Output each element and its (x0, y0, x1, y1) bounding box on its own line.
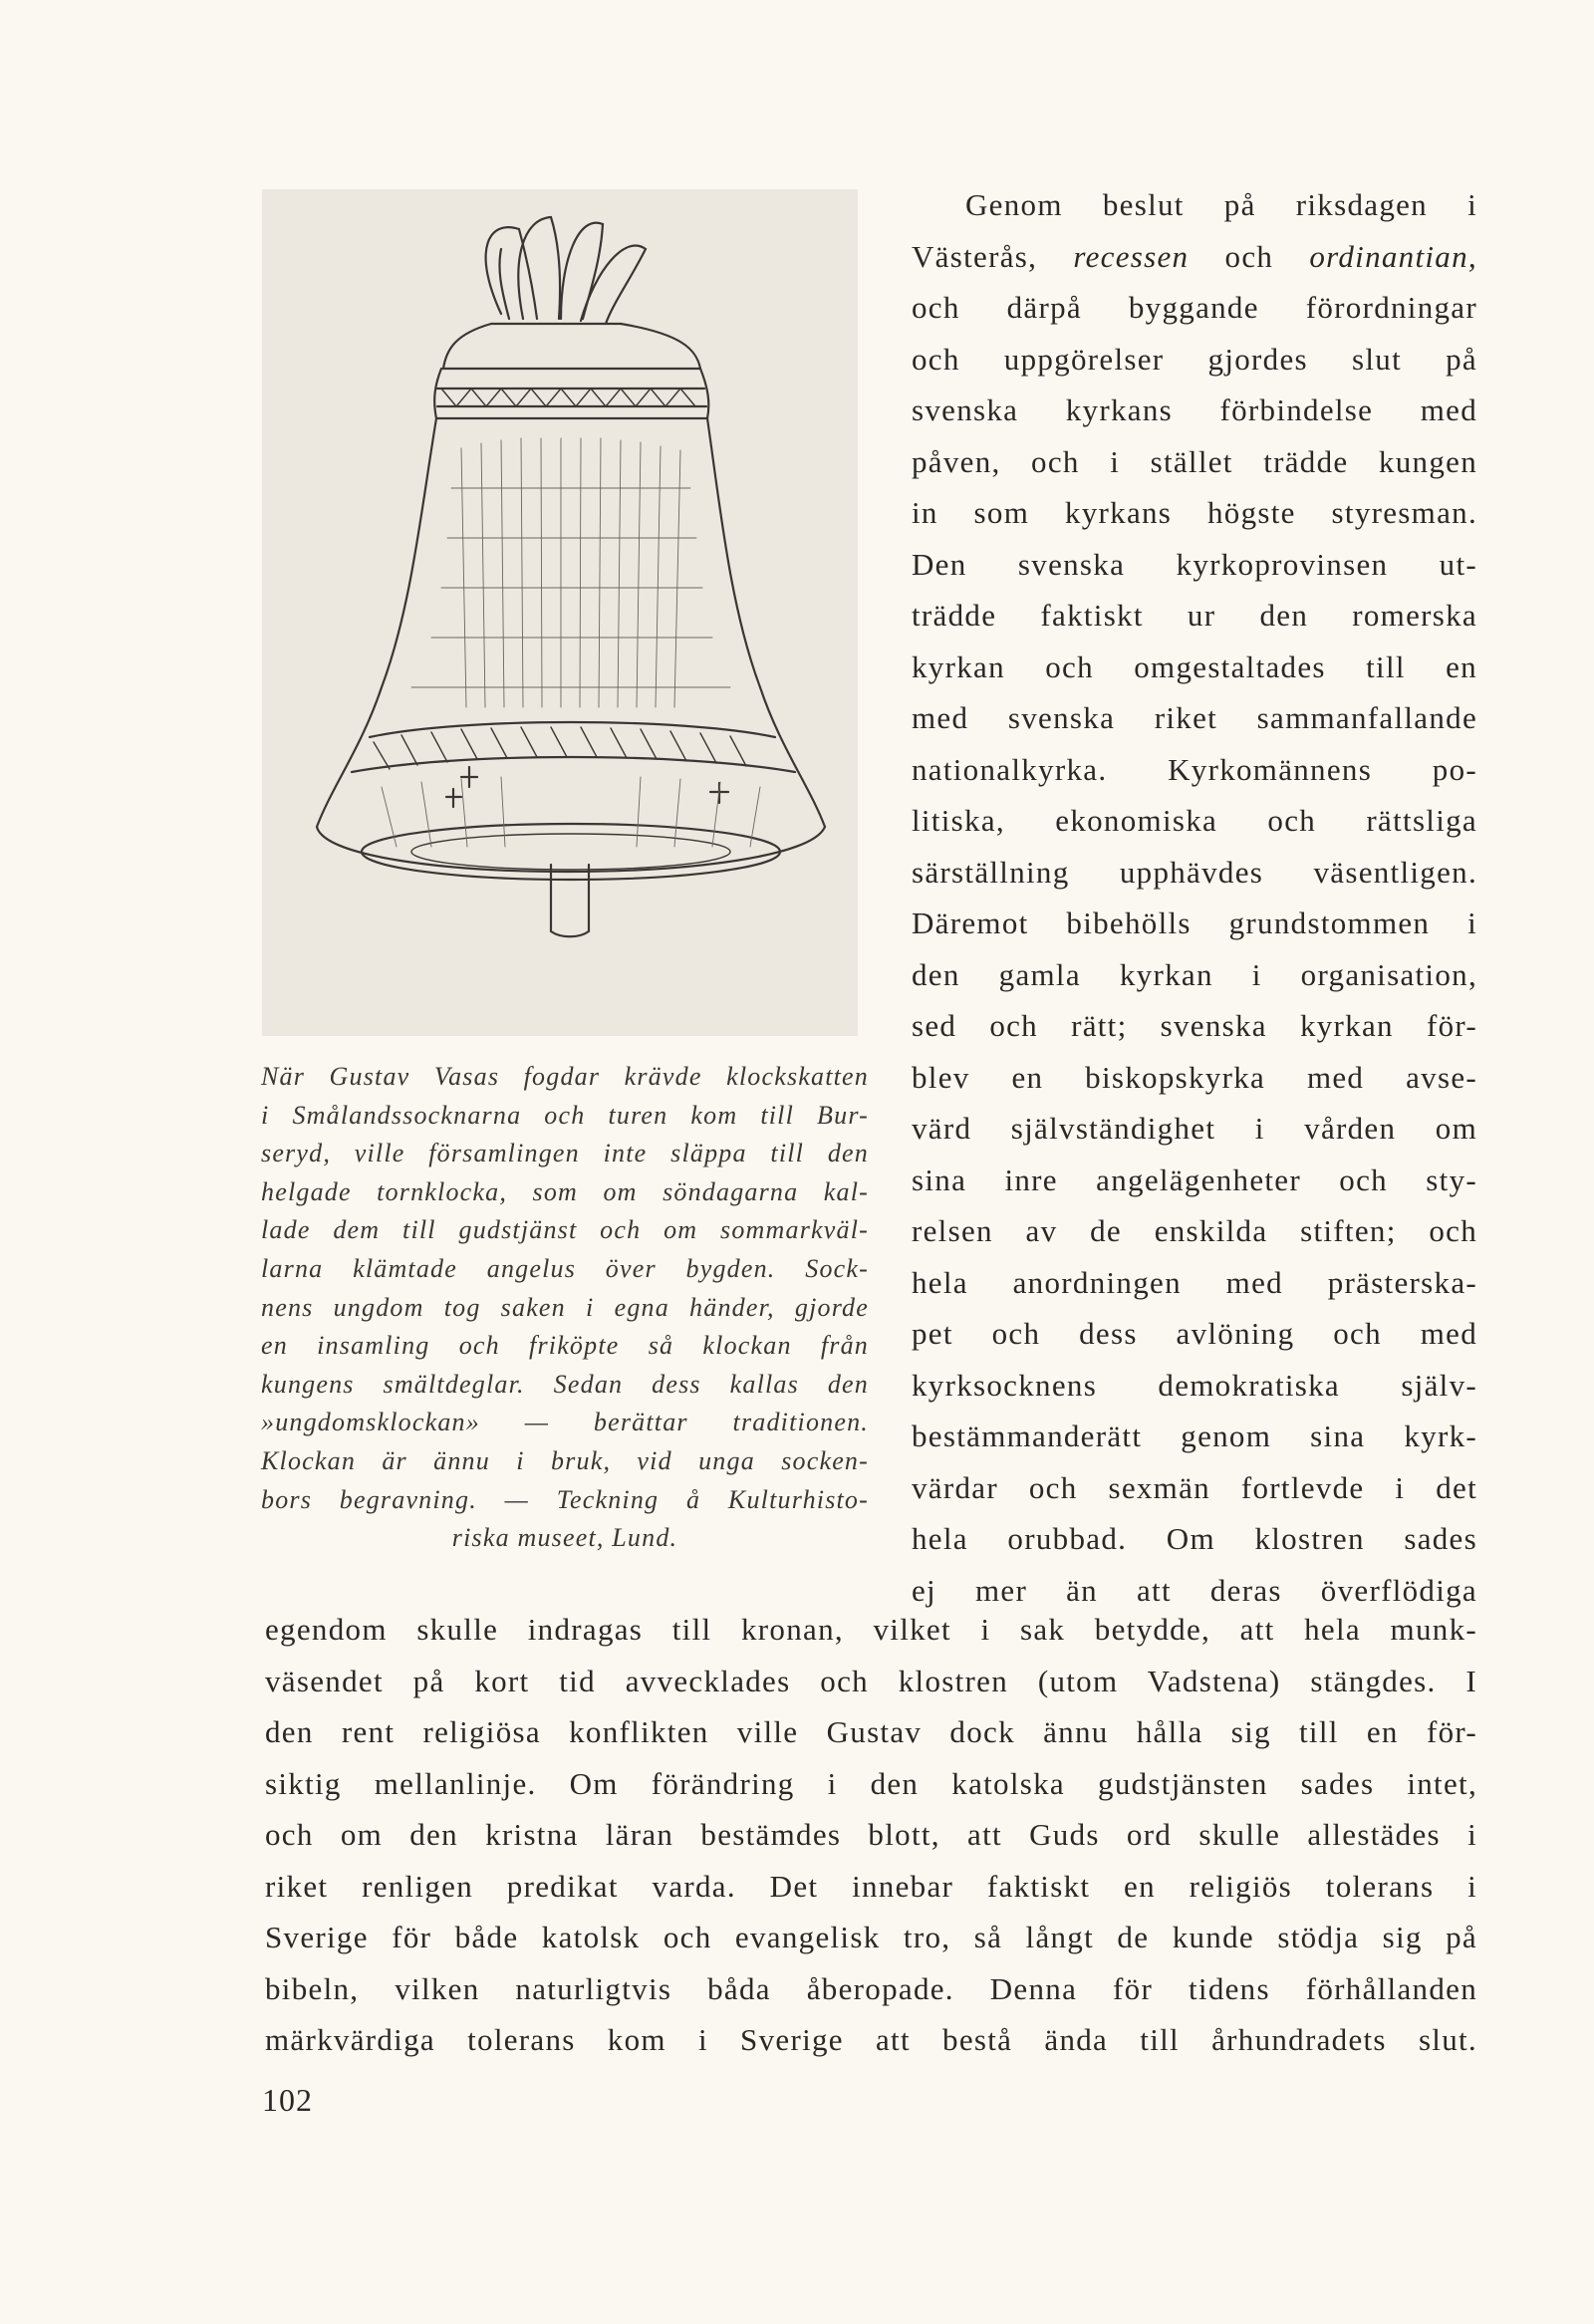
body-line: Genom beslut på riksdagen i (965, 187, 1477, 222)
caption-line: bors begravning. — Teckning å Kulturhisto- (261, 1484, 869, 1514)
body-line: egendom skulle indragas till kronan, vilket i sak betydde, att hela munk- (265, 1612, 1477, 1647)
body-line: relsen av de enskilda stiften; och (912, 1213, 1477, 1248)
body-text-full-width (265, 1604, 1477, 2066)
body-line: ej mer än att deras överflödiga (912, 1572, 1477, 1608)
body-line: svenska kyrkans förbindelse med (912, 392, 1477, 427)
caption-line: en insamling och friköpte så klockan från (261, 1331, 869, 1361)
body-line: pet och dess avlöning och med (912, 1316, 1477, 1351)
caption-line: helgade tornklocka, som om söndagarna kal- (261, 1176, 869, 1206)
body-line: och om den kristna läran bestämdes blott, att Guds ord skulle allestädes i (265, 1817, 1477, 1852)
body-line: Sverige för både katolsk och evangelisk tro, så långt de kunde stödja sig på (265, 1920, 1477, 1954)
caption-line: seryd, ville församlingen inte släppa till den (261, 1139, 869, 1168)
page-number: 102 (262, 2082, 313, 2118)
body-line: märkvärdiga tolerans kom i Sverige att bestå ända till århundradets slut. (265, 2022, 1477, 2057)
caption-line: i Smålandssocknarna och turen kom till Bur- (261, 1100, 869, 1130)
body-line: hela anordningen med prästerska- (912, 1264, 1477, 1300)
body-line: hela orubbad. Om klostren sades (912, 1521, 1477, 1556)
body-line: siktig mellanlinje. Om förändring i den katolska gudstjänsten sades intet, (265, 1765, 1477, 1801)
body-line: litiska, ekonomiska och rättsliga (912, 803, 1477, 838)
body-line: in som kyrkans högste styresman. (912, 495, 1477, 530)
body-word-italic: recessen (1073, 238, 1190, 274)
church-bell-drawing-icon (262, 189, 858, 1036)
caption-line: nens ungdom tog saken i egna händer, gjorde (261, 1292, 869, 1322)
body-line: med svenska riket sammanfallande (912, 700, 1477, 735)
body-line: kyrksocknens demokratiska själv- (912, 1367, 1477, 1403)
caption-line: kungens smältdeglar. Sedan dess kallas den (261, 1369, 869, 1399)
body-word: Västerås, (912, 238, 1038, 274)
body-line: den rent religiösa konflikten ville Gustav dock ännu hålla sig till en för- (265, 1714, 1477, 1749)
caption-line: »ungdomsklockan» — berättar traditionen. (261, 1408, 869, 1437)
body-line: sed och rätt; svenska kyrkan för- (912, 1008, 1477, 1043)
body-line: bibeln, vilken naturligtvis båda åberopade. Denna för tidens förhållanden (265, 1970, 1477, 2006)
body-line: kyrkan och omgestaltades till en (912, 648, 1477, 684)
body-line: och uppgörelser gjordes slut på (912, 341, 1477, 377)
bell-illustration (262, 189, 858, 1036)
body-line: värdar och sexmän fortlevde i det (912, 1469, 1477, 1505)
caption-line: riska museet, Lund. (451, 1523, 678, 1553)
body-line: särställning upphävdes väsentligen. (912, 854, 1477, 890)
caption-line: lade dem till gudstjänst och om sommarkväl- (261, 1215, 869, 1245)
body-line: värd självständighet i vården om (912, 1111, 1477, 1146)
body-line: bestämmanderätt genom sina kyrk- (912, 1419, 1477, 1453)
body-line: väsendet på kort tid avvecklades och klostren (utom Vadstena) stängdes. I (265, 1663, 1477, 1698)
body-line: nationalkyrka. Kyrkomännens po- (912, 751, 1477, 787)
body-line: Den svenska kyrkoprovinsen ut- (912, 546, 1477, 582)
body-line: blev en biskopskyrka med avse- (912, 1059, 1477, 1095)
figure-caption (261, 1058, 869, 1558)
body-word: och (1224, 238, 1274, 274)
body-line (912, 231, 1477, 283)
caption-line: larna klämtade angelus över bygden. Sock- (261, 1253, 869, 1283)
body-line: påven, och i stället trädde kungen (912, 443, 1477, 479)
body-line: riket renligen predikat varda. Det innebar faktiskt en religiös tolerans i (265, 1868, 1477, 1904)
body-line: och därpå byggande förordningar (912, 290, 1477, 325)
body-text-right-column (912, 179, 1477, 1616)
caption-line: Klockan är ännu i bruk, vid unga socken- (261, 1445, 869, 1475)
body-line: sina inre angelägenheter och sty- (912, 1162, 1477, 1197)
body-word-italic: ordinantian, (1309, 238, 1477, 274)
body-line: trädde faktiskt ur den romerska (912, 598, 1477, 633)
body-line: den gamla kyrkan i organisation, (912, 956, 1477, 992)
caption-line: När Gustav Vasas fogdar krävde klockskatten (261, 1062, 869, 1091)
body-line: Däremot bibehölls grundstommen i (912, 905, 1477, 940)
